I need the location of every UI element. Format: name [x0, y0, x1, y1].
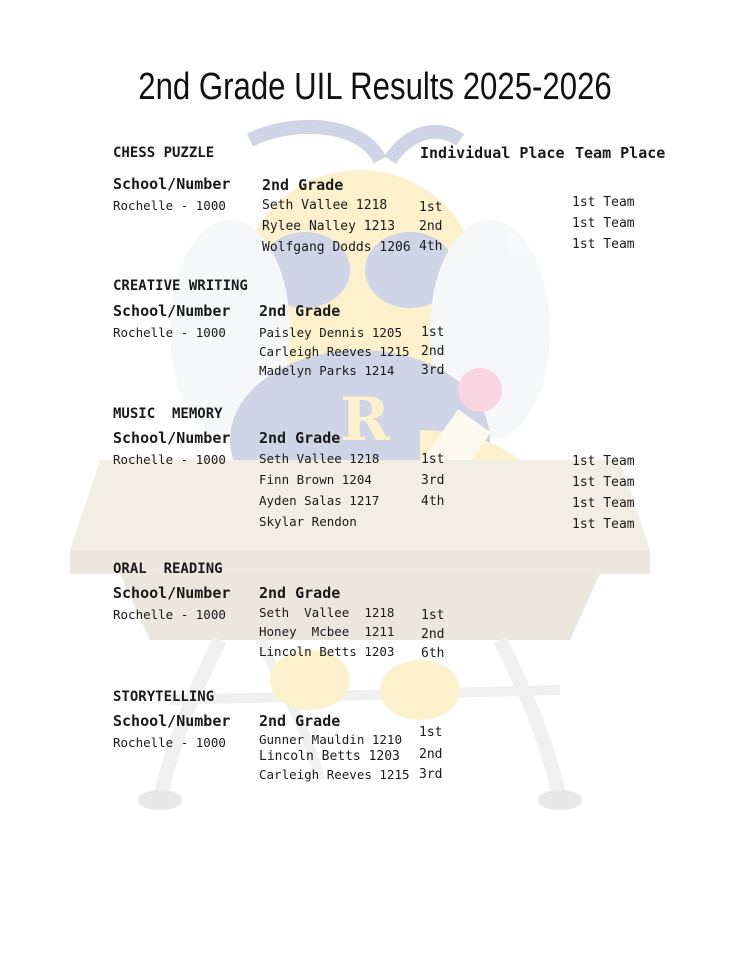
- student-name: Madelyn Parks 1214: [259, 363, 395, 378]
- grade-header: 2nd Grade: [262, 176, 344, 194]
- student-name: Carleigh Reeves 1215: [259, 344, 410, 359]
- school-name: Rochelle - 1000: [113, 735, 226, 750]
- team-place: 1st Team: [572, 216, 635, 231]
- team-place: 1st Team: [572, 517, 635, 532]
- individual-place: 1st: [421, 325, 445, 340]
- student-name: Wolfgang Dodds 1206: [262, 240, 411, 255]
- team-place-header: Team Place: [575, 144, 666, 162]
- school-number-header: School/Number: [113, 175, 231, 193]
- grade-header: 2nd Grade: [259, 302, 341, 320]
- school-name: Rochelle - 1000: [113, 325, 226, 340]
- student-name: Finn Brown 1204: [259, 472, 372, 487]
- student-name: Lincoln Betts 1203: [259, 749, 400, 764]
- school-name: Rochelle - 1000: [113, 607, 226, 622]
- individual-place: 4th: [419, 239, 443, 254]
- team-place: 1st Team: [572, 237, 635, 252]
- student-name: Rylee Nalley 1213: [262, 219, 396, 234]
- school-name: Rochelle - 1000: [113, 198, 226, 213]
- individual-place: 2nd: [421, 627, 445, 642]
- event-category: ORAL READING: [113, 561, 223, 577]
- event-category: MUSIC MEMORY: [113, 406, 223, 422]
- individual-place: 1st: [419, 200, 443, 215]
- student-name: Ayden Salas 1217: [259, 493, 380, 508]
- grade-header: 2nd Grade: [259, 429, 341, 447]
- individual-place: 3rd: [419, 767, 443, 782]
- individual-place: 2nd: [419, 747, 443, 762]
- event-category: CHESS PUZZLE: [113, 145, 215, 161]
- individual-place: 6th: [421, 646, 445, 661]
- student-name: Honey Mcbee 1211: [259, 624, 395, 639]
- student-name: Seth Vallee 1218: [262, 198, 388, 213]
- individual-place: 1st: [421, 608, 445, 623]
- school-number-header: School/Number: [113, 712, 231, 730]
- student-name: Carleigh Reeves 1215: [259, 767, 410, 782]
- student-name: Skylar Rendon: [259, 514, 357, 529]
- individual-place: 3rd: [421, 473, 445, 488]
- event-category: CREATIVE WRITING: [113, 278, 248, 294]
- student-name: Gunner Mauldin 1210: [259, 732, 402, 747]
- individual-place: 1st: [419, 725, 443, 740]
- student-name: Seth Vallee 1218: [259, 451, 380, 466]
- student-name: Lincoln Betts 1203: [259, 644, 395, 659]
- student-name: Seth Vallee 1218: [259, 605, 395, 620]
- school-number-header: School/Number: [113, 584, 231, 602]
- school-number-header: School/Number: [113, 302, 231, 320]
- individual-place: 3rd: [421, 363, 445, 378]
- grade-header: 2nd Grade: [259, 712, 341, 730]
- event-category: STORYTELLING: [113, 689, 215, 705]
- individual-place: 2nd: [421, 344, 445, 359]
- grade-header: 2nd Grade: [259, 584, 341, 602]
- team-place: 1st Team: [572, 454, 635, 469]
- school-number-header: School/Number: [113, 429, 231, 447]
- team-place: 1st Team: [572, 195, 635, 210]
- individual-place-header: Individual Place: [420, 144, 565, 162]
- page-title: 2nd Grade UIL Results 2025-2026: [138, 66, 612, 108]
- team-place: 1st Team: [572, 496, 635, 511]
- svg-text:R: R: [340, 385, 390, 455]
- student-name: Paisley Dennis 1205: [259, 325, 402, 340]
- school-name: Rochelle - 1000: [113, 452, 226, 467]
- team-place: 1st Team: [572, 475, 635, 490]
- individual-place: 1st: [421, 452, 445, 467]
- individual-place: 4th: [421, 494, 445, 509]
- individual-place: 2nd: [419, 219, 443, 234]
